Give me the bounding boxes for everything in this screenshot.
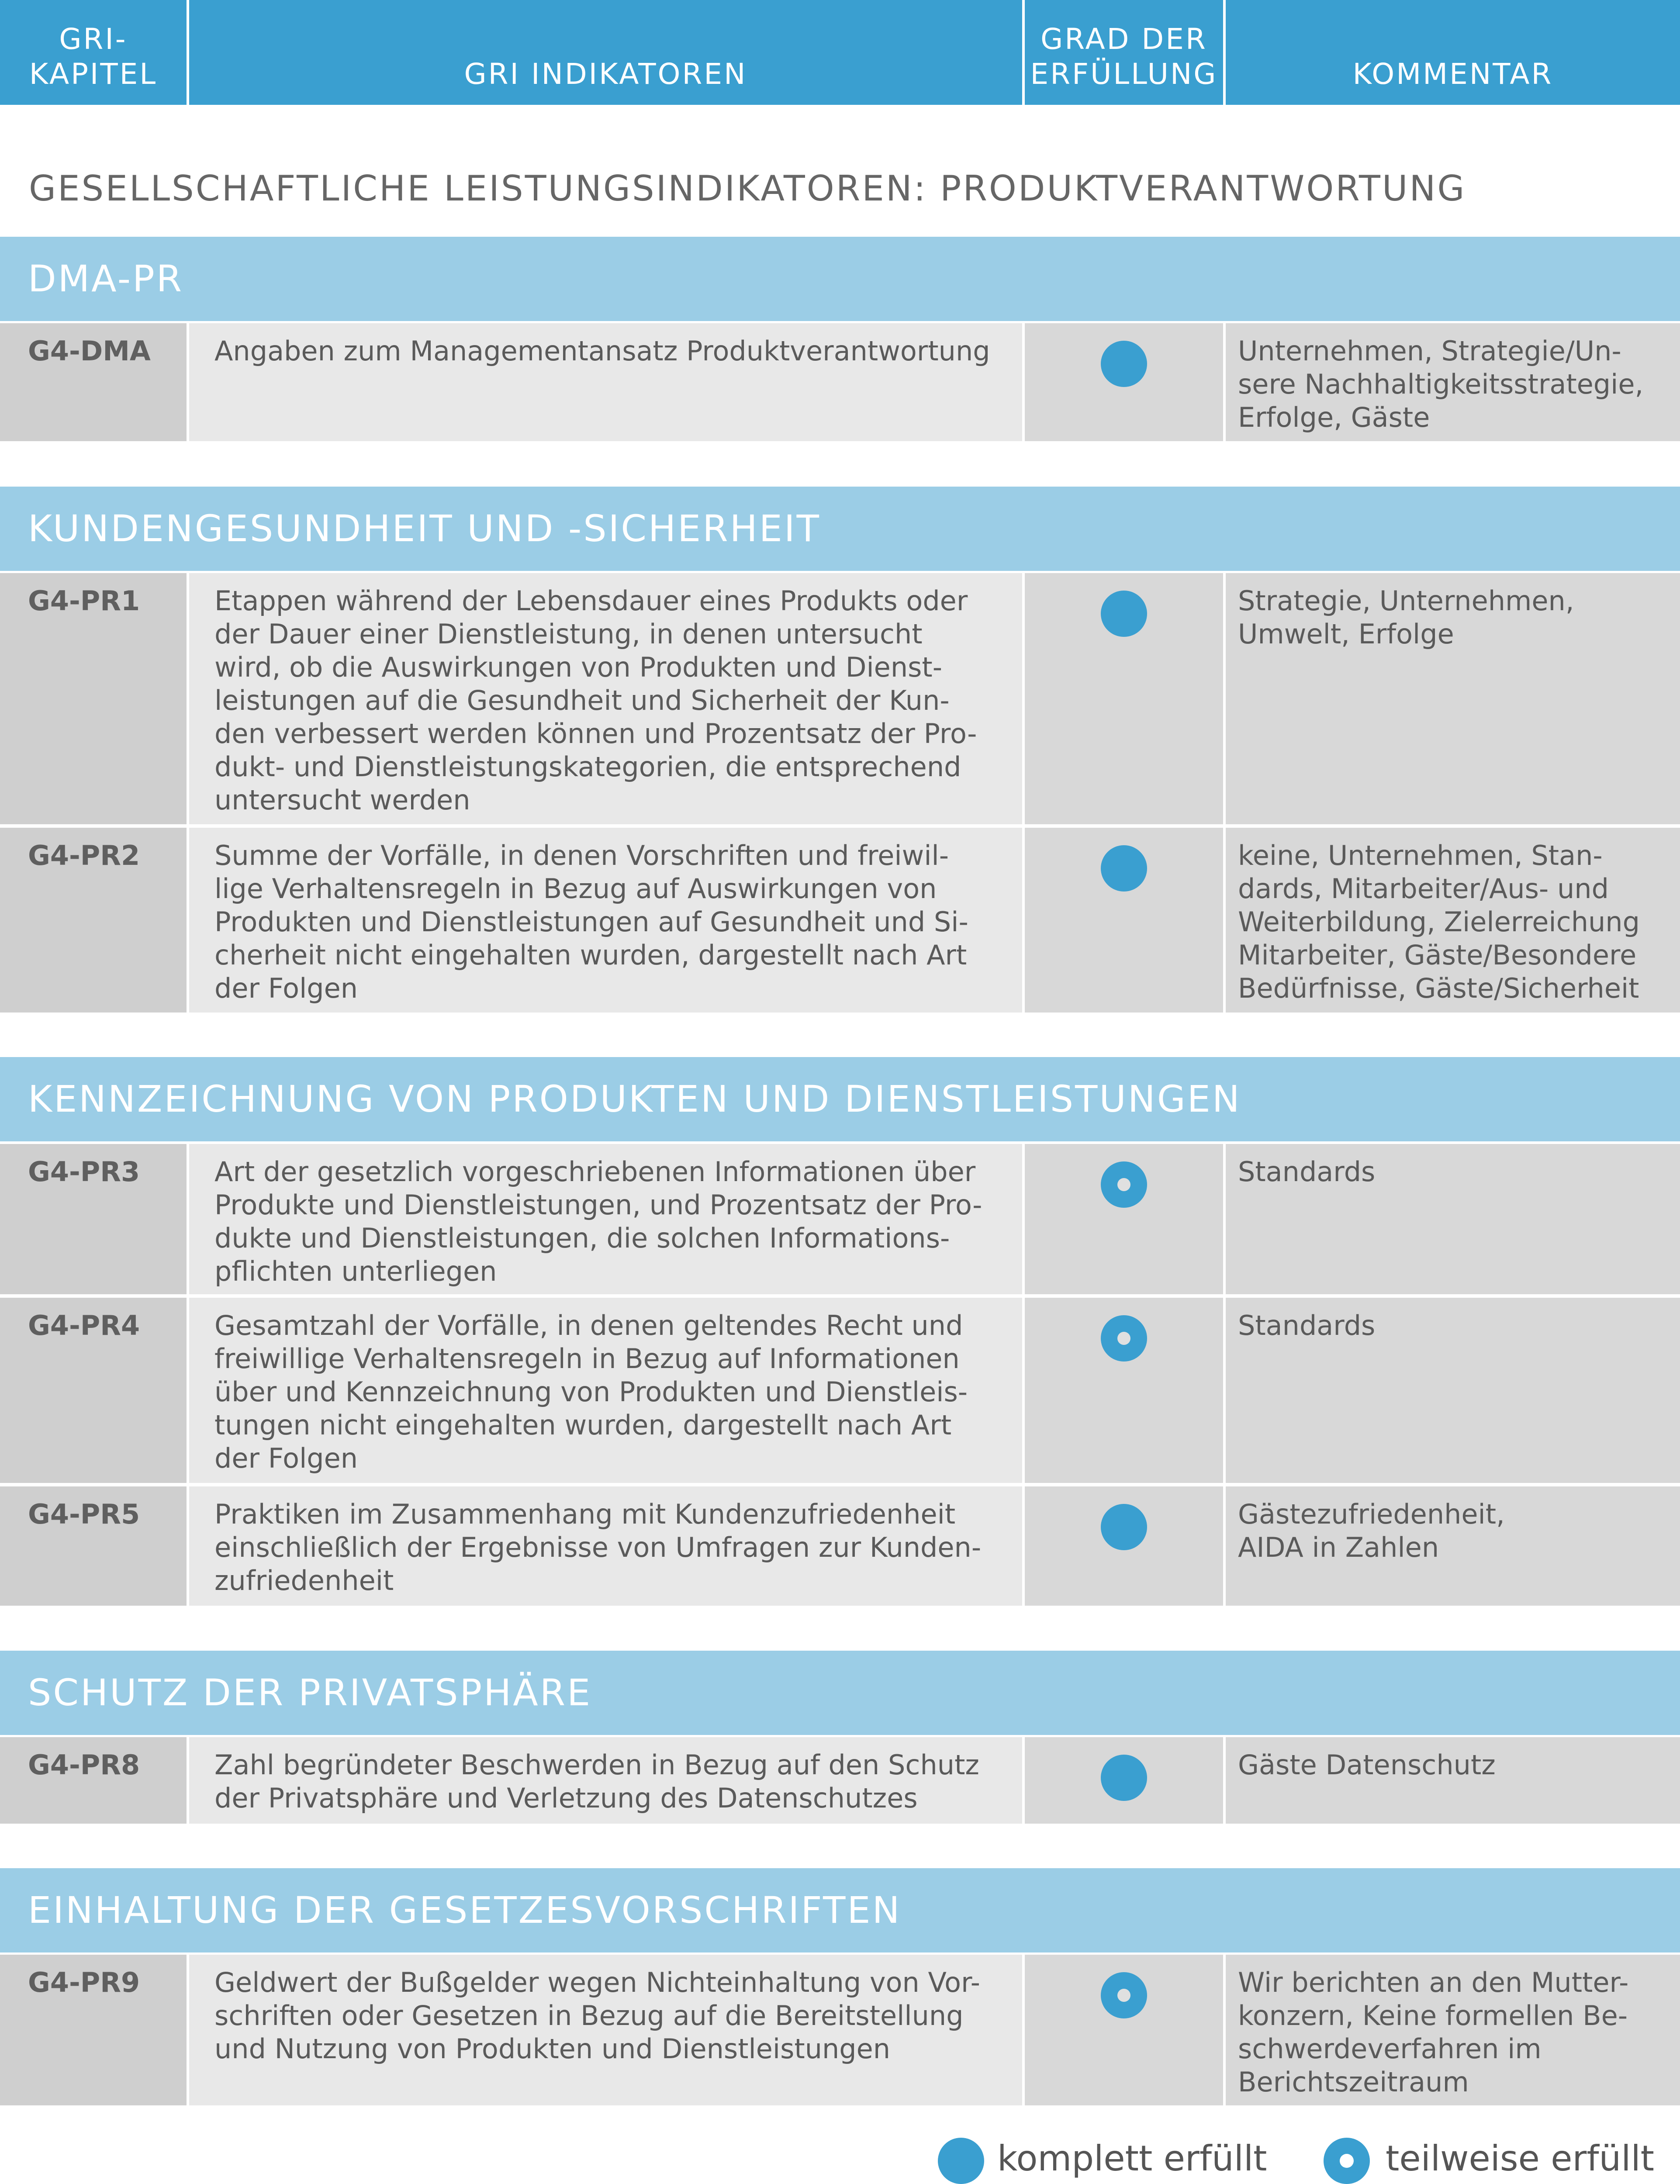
row-comment: Wir berichten an den Mutter- konzern, Keine formellen Be- schwerdeverfahren im Berichtszeitraum [1226,1955,1680,2105]
row-code: G4-PR8 [0,1737,187,1824]
legend-complete-icon [938,2138,984,2184]
row-code: G4-PR4 [0,1298,187,1483]
status-complete-icon [1101,341,1147,387]
row-comment: Standards [1226,1144,1680,1294]
row-code: G4-PR9 [0,1955,187,2105]
row-comment: Gäste Datenschutz [1226,1737,1680,1824]
section-header: DMA-PR [0,237,1680,321]
row-comment: Unternehmen, Strategie/Un- sere Nachhaltigkeitsstrategie, Erfolge, Gäste [1226,323,1680,441]
section-header: KUNDENGESUNDHEIT UND -SICHERHEIT [0,487,1680,571]
row-grad [1025,1486,1223,1606]
header-col-kapitel: GRI- KAPITEL [0,0,187,105]
row-comment: Strategie, Unternehmen, Umwelt, Erfolge [1226,573,1680,824]
page-title: GESELLSCHAFTLICHE LEISTUNGSINDIKATOREN: PRODUKTVERANTWORTUNG [29,168,1466,209]
row-code: G4-PR1 [0,573,187,824]
legend-partial-label: teilweise erfüllt [1386,2138,1655,2179]
row-indicator: Zahl begründeter Beschwerden in Bezug auf den Schutz der Privatsphäre und Verletzung des Datenschutzes [189,1737,1022,1824]
row-code: G4-PR3 [0,1144,187,1294]
row-code: G4-PR2 [0,828,187,1013]
status-partial-icon [1101,1972,1147,2018]
row-grad [1025,1737,1223,1824]
row-indicator: Summe der Vorfälle, in denen Vorschriften und freiwil- lige Verhaltensregeln in Bezug auf Auswirkungen von Produkten und Dienstleistungen auf Gesundheit und Si- cherheit nicht eingehalten wurden, dargestellt nach Art der Folgen [189,828,1022,1013]
row-indicator: Angaben zum Managementansatz Produktverantwortung [189,323,1022,441]
row-code: G4-DMA [0,323,187,441]
header-col-indikatoren: GRI INDIKATOREN [189,0,1022,105]
status-partial-icon [1101,1315,1147,1362]
row-grad [1025,1298,1223,1483]
row-indicator: Etappen während der Lebensdauer eines Produkts oder der Dauer einer Dienstleistung, in denen untersucht wird, ob die Auswirkungen von Produkten und Dienst- leistungen auf die Gesundheit und Sicherheit der Kun- den verbessert werden können und Prozentsatz der Pro- dukt- und Dienstleistungskategorien, die entsprechend untersucht werden [189,573,1022,824]
section-header: KENNZEICHNUNG VON PRODUKTEN UND DIENSTLEISTUNGEN [0,1057,1680,1141]
row-comment: keine, Unternehmen, Stan- dards, Mitarbeiter/Aus- und Weiterbildung, Zielerreichung Mitarbeiter, Gäste/Besondere Bedürfnisse, Gäste/Sicherheit [1226,828,1680,1013]
status-complete-icon [1101,591,1147,637]
row-comment: Standards [1226,1298,1680,1483]
row-grad [1025,1144,1223,1294]
status-partial-icon [1101,1161,1147,1208]
row-grad [1025,573,1223,824]
row-comment: Gästezufriedenheit, AIDA in Zahlen [1226,1486,1680,1606]
row-grad [1025,323,1223,441]
row-grad [1025,828,1223,1013]
legend-partial-icon [1324,2138,1370,2184]
section-header: EINHALTUNG DER GESETZESVORSCHRIFTEN [0,1868,1680,1952]
header-col-grad: GRAD DER ERFÜLLUNG [1025,0,1223,105]
status-complete-icon [1101,1504,1147,1550]
legend-complete-label: komplett erfüllt [997,2138,1267,2179]
header-col-kommentar: KOMMENTAR [1226,0,1680,105]
row-indicator: Gesamtzahl der Vorfälle, in denen geltendes Recht und freiwillige Verhaltensregeln in Bezug auf Informationen über und Kennzeichnung von Produkten und Dienstleis- tungen nicht eingehalten wurden, dargestellt nach Art der Folgen [189,1298,1022,1483]
status-complete-icon [1101,845,1147,892]
row-indicator: Geldwert der Bußgelder wegen Nichteinhaltung von Vor- schriften oder Gesetzen in Bezug auf die Bereitstellung und Nutzung von Produkten und Dienstleistungen [189,1955,1022,2105]
status-complete-icon [1101,1755,1147,1801]
section-header: SCHUTZ DER PRIVATSPHÄRE [0,1651,1680,1735]
row-code: G4-PR5 [0,1486,187,1606]
row-indicator: Art der gesetzlich vorgeschriebenen Informationen über Produkte und Dienstleistungen, und Prozentsatz der Pro- dukte und Dienstleistungen, die solchen Informations- pflichten unterliegen [189,1144,1022,1294]
row-indicator: Praktiken im Zusammenhang mit Kundenzufriedenheit einschließlich der Ergebnisse von Umfragen zur Kunden- zufriedenheit [189,1486,1022,1606]
row-grad [1025,1955,1223,2105]
